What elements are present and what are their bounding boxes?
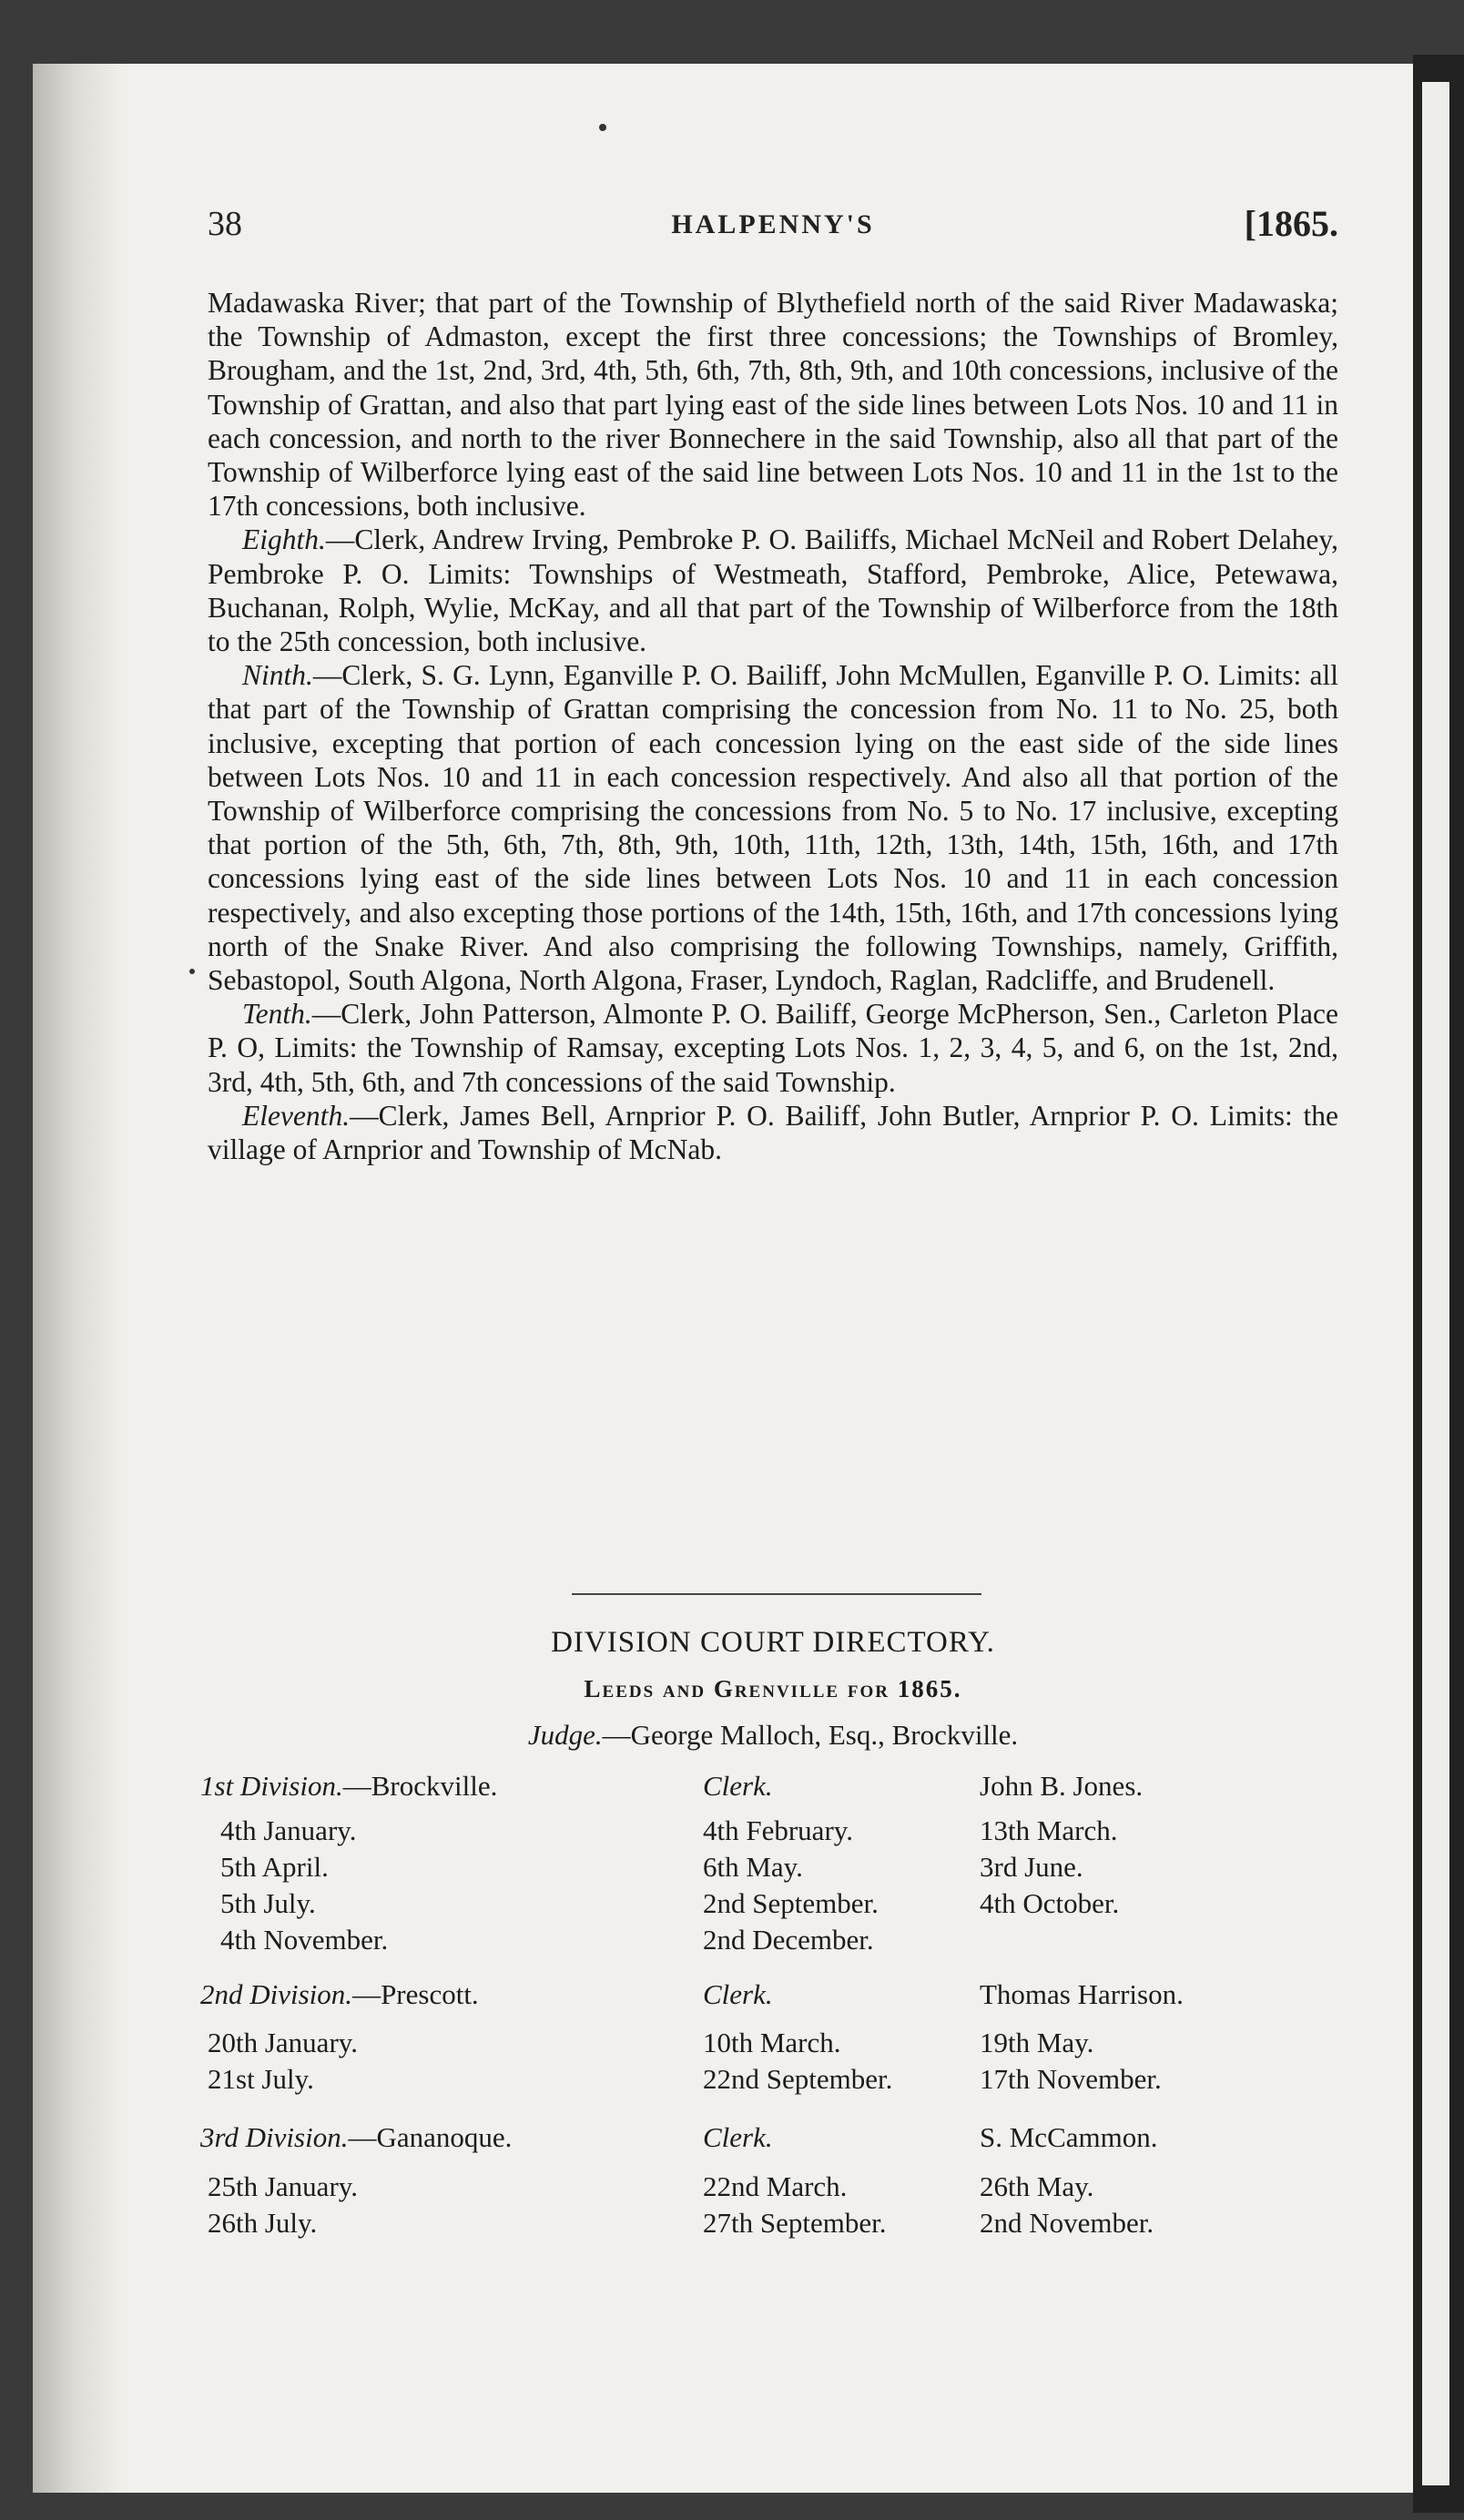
paragraph-ninth bbox=[208, 658, 1338, 997]
date-cell: 22nd March. bbox=[703, 2170, 848, 2202]
date-cell: 27th September. bbox=[703, 2207, 887, 2239]
division-name bbox=[200, 2121, 512, 2154]
date-cell: 5th July. bbox=[220, 1887, 316, 1919]
division-name bbox=[200, 1978, 479, 2011]
division-label: Tenth. bbox=[242, 998, 312, 1031]
date-cell: 4th October. bbox=[980, 1887, 1120, 1919]
paragraph-intro: Madawaska River; that part of the Township of Blythefield north of the said River Madawaska; the Township of Admaston, except the first three concessions; the Townships of Bromley, Brougham, and the 1st, 2nd, 3rd, 4th, 5th, 6th, 7th, 8th, 9th, and 10th concessions, inclusive of the Township of Grattan, and also that part lying east of the side lines between Lots Nos. 10 and 11 in each concession, and north to the river Bonnechere in the said Township, also all that part of the Township of Wilberforce lying east of the said line between Lots Nos. 10 and 11 in the 1st to the 17th concessions, both inclusive. bbox=[208, 287, 1338, 523]
running-head: HALPENNY'S bbox=[671, 209, 875, 239]
division-text: —Clerk, John Patterson, Almonte P. O. Bailiff, George McPherson, Sen., Carleton Place P. O, Limits: the Township of Ramsay, excepting Lots Nos. 1, 2, 3, 4, 5, and 6, on the 1st, 2nd, 3rd, 4th, 5th, 6th, and 7th concessions of the said Township. bbox=[208, 998, 1338, 1098]
date-cell: 2nd November. bbox=[980, 2207, 1154, 2239]
clerk-label: Clerk. bbox=[703, 2121, 773, 2153]
date-cell: 20th January. bbox=[208, 2027, 359, 2058]
division-label: Eighth. bbox=[242, 523, 326, 556]
date-cell: 4th February. bbox=[703, 1814, 854, 1846]
paragraph-eleventh bbox=[208, 1099, 1338, 1166]
header-year: [1865. bbox=[1244, 203, 1338, 244]
date-cell: 6th May. bbox=[703, 1851, 803, 1883]
date-cell: 3rd June. bbox=[980, 1851, 1083, 1883]
judge-text: —George Malloch, Esq., Brockville. bbox=[602, 1719, 1019, 1751]
directory-judge bbox=[208, 1719, 1338, 1752]
clerk-name: Thomas Harrison. bbox=[980, 1978, 1184, 2010]
date-cell: 17th November. bbox=[980, 2063, 1162, 2095]
date-cell: 21st July. bbox=[208, 2063, 314, 2095]
section-divider bbox=[572, 1593, 981, 1595]
division-label: 3rd Division. bbox=[200, 2121, 349, 2153]
date-cell: 13th March. bbox=[980, 1814, 1118, 1846]
date-cell: 25th January. bbox=[208, 2170, 359, 2202]
clerk-label: Clerk. bbox=[703, 1770, 773, 1802]
directory-subtitle: Leeds and Grenville for 1865. bbox=[584, 1675, 962, 1702]
division-label: Ninth. bbox=[242, 659, 313, 692]
division-text: —Clerk, Andrew Irving, Pembroke P. O. Bailiffs, Michael McNeil and Robert Delahey, Pembroke P. O. Limits: Townships of Westmeath, Stafford, Pembroke, Alice, Petewawa, Buchanan, Rolph, Wylie, McKay, and all that part of the Township of Wilberforce from the 18th to the 25th concession, both inclusive. bbox=[208, 523, 1338, 658]
page-body bbox=[208, 286, 1338, 1166]
date-cell: 19th May. bbox=[980, 2027, 1094, 2058]
date-cell: 4th January. bbox=[220, 1814, 357, 1846]
judge-label: Judge. bbox=[527, 1719, 603, 1751]
division-place: —Brockville. bbox=[342, 1770, 498, 1802]
date-cell: 4th November. bbox=[220, 1924, 389, 1956]
page-binding-shadow bbox=[33, 64, 124, 2493]
division-text: —Clerk, James Bell, Arnprior P. O. Bailiff, John Butler, Arnprior P. O. Limits: the village of Arnprior and Township of McNab. bbox=[208, 1099, 1338, 1166]
date-cell: 22nd September. bbox=[703, 2063, 893, 2095]
ink-speck bbox=[599, 124, 606, 131]
page-header bbox=[208, 204, 1338, 259]
division-place: —Gananoque. bbox=[348, 2121, 513, 2153]
date-cell: 2nd December. bbox=[703, 1924, 874, 1956]
division-label: Eleventh. bbox=[242, 1099, 351, 1132]
date-cell: 26th May. bbox=[980, 2170, 1094, 2202]
division-place: —Prescott. bbox=[352, 1978, 479, 2010]
date-cell: 10th March. bbox=[703, 2027, 841, 2058]
clerk-name: S. McCammon. bbox=[980, 2121, 1158, 2153]
division-text: —Clerk, S. G. Lynn, Eganville P. O. Bailiff, John McMullen, Eganville P. O. Limits: all that part of the Township of Grattan comprising the concession from No. 11 to No. 25, both inclusive, excepting that portion of each concession lying on the east side of the side lines between Lots Nos. 10 and 11 in each concession respectively. And also all that portion of the Township of Wilberforce comprising the concessions from No. 5 to No. 17 inclusive, excepting that portion of the 5th, 6th, 7th, 8th, 9th, 10th, 11th, 12th, 13th, 14th, 15th, 16th, and 17th concessions lying east of the side lines between Lots Nos. 10 and 11 in each concession respectively, and also excepting those portions of the 14th, 15th, 16th, and 17th concessions lying north of the Snake River. And also comprising the following Townships, namely, Griffith, Sebastopol, South Algona, North Algona, Fraser, Lyndoch, Raglan, Radcliffe, and Brudenell. bbox=[208, 659, 1338, 997]
clerk-label: Clerk. bbox=[703, 1978, 773, 2010]
date-cell: 2nd September. bbox=[703, 1887, 879, 1919]
next-page-edge bbox=[1422, 82, 1449, 2485]
paragraph-tenth bbox=[208, 997, 1338, 1099]
page-number: 38 bbox=[208, 205, 242, 243]
date-cell: 26th July. bbox=[208, 2207, 318, 2239]
directory-title: DIVISION COURT DIRECTORY. bbox=[551, 1626, 995, 1659]
paragraph-eighth bbox=[208, 523, 1338, 658]
clerk-name: John B. Jones. bbox=[980, 1770, 1144, 1802]
ink-speck bbox=[189, 969, 195, 974]
division-label: 2nd Division. bbox=[200, 1978, 353, 2010]
division-label: 1st Division. bbox=[200, 1770, 343, 1802]
division-name bbox=[200, 1770, 497, 1803]
date-cell: 5th April. bbox=[220, 1851, 329, 1883]
